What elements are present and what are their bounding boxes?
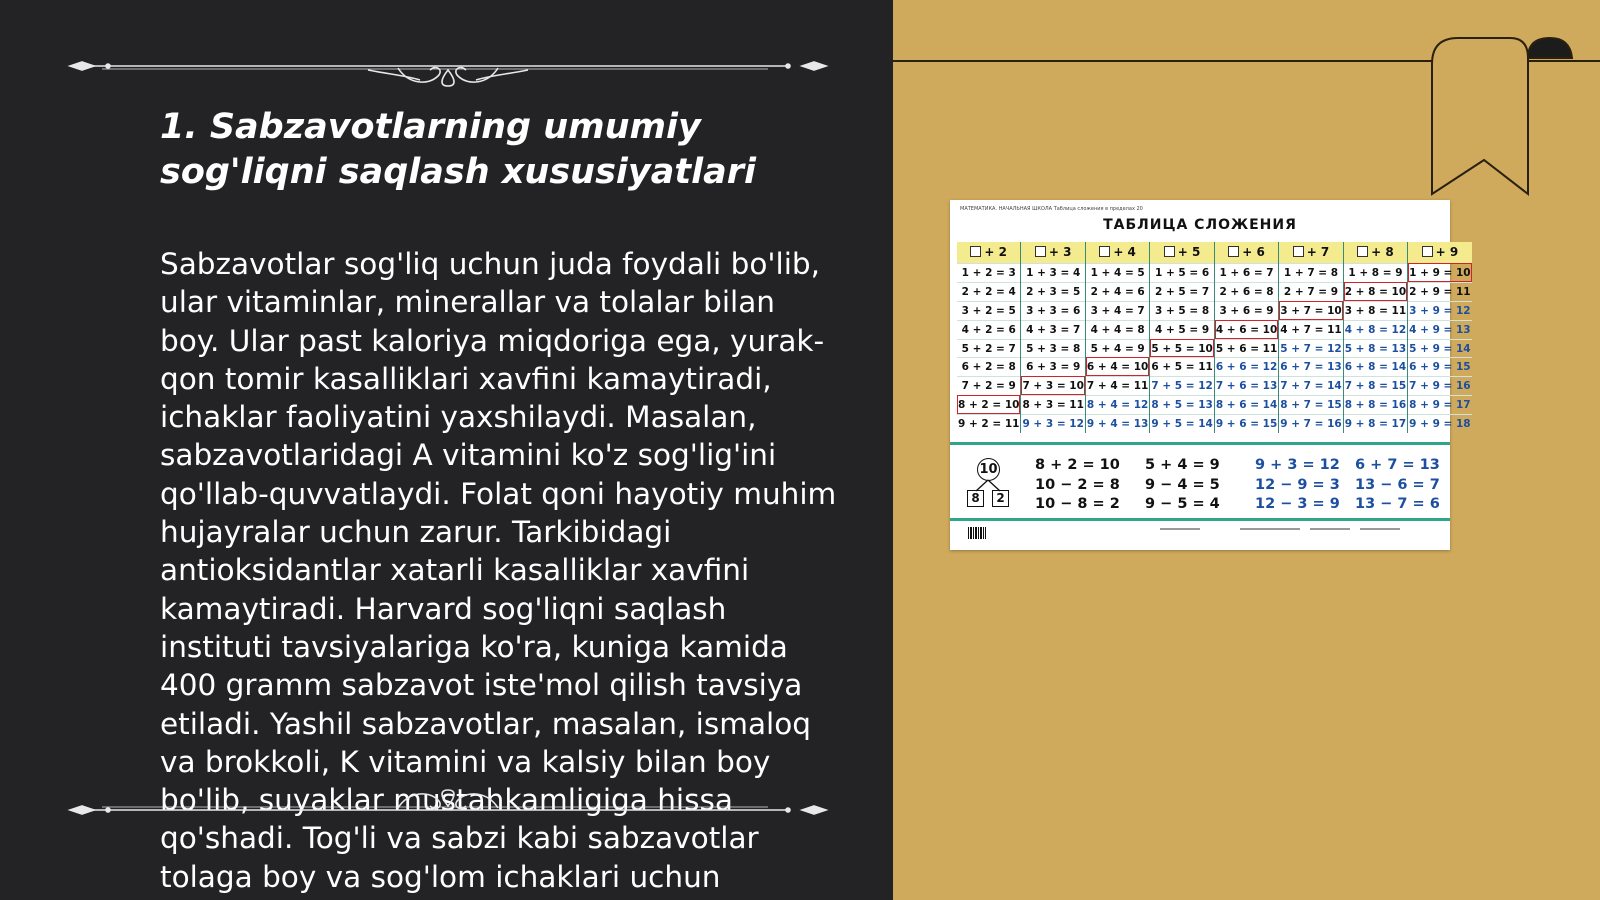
table-cell: 3 + 4 = 7: [1086, 301, 1149, 320]
fine-print: [1360, 528, 1400, 530]
ornament-divider-icon: [68, 46, 828, 86]
table-cell: 6 + 6 = 12: [1215, 357, 1278, 376]
table-cell: 5 + 4 = 9: [1086, 339, 1149, 358]
table-cell: 7 + 8 = 15: [1344, 376, 1407, 395]
table-cell: 1 + 7 = 8: [1279, 263, 1342, 282]
table-cell: 3 + 5 = 8: [1150, 301, 1213, 320]
table-cell: 6 + 5 = 11: [1150, 357, 1213, 376]
table-column: [957, 242, 1020, 433]
table-cell: 7 + 3 = 10: [1021, 376, 1084, 395]
addition-grid: [957, 242, 1471, 433]
example-equation: 12 − 3 = 9: [1255, 496, 1340, 512]
table-column: [1214, 242, 1278, 433]
table-column: [1407, 242, 1471, 433]
table-cell: 1 + 9 = 10: [1408, 263, 1471, 282]
table-cell: 8 + 3 = 11: [1021, 395, 1084, 414]
column-header: [1215, 242, 1278, 263]
table-cell: 8 + 4 = 12: [1086, 395, 1149, 414]
table-cell: 6 + 9 = 15: [1408, 357, 1471, 376]
decomposition-part: 2: [992, 490, 1009, 507]
decomposition-whole: 10: [977, 458, 1000, 481]
table-cell: 2 + 9 = 11: [1408, 282, 1471, 301]
example-equation: 6 + 7 = 13: [1355, 457, 1440, 473]
table-cell: 7 + 2 = 9: [957, 376, 1020, 395]
table-column: [1149, 242, 1213, 433]
table-cell: 1 + 3 = 4: [1021, 263, 1084, 282]
column-header: [957, 242, 1020, 263]
table-cell: 8 + 9 = 17: [1408, 395, 1471, 414]
table-cell: 9 + 8 = 17: [1344, 414, 1407, 433]
table-cell: 9 + 6 = 15: [1215, 414, 1278, 433]
example-equation: 5 + 4 = 9: [1145, 457, 1220, 473]
example-equation: 9 + 3 = 12: [1255, 457, 1340, 473]
table-cell: 4 + 8 = 12: [1344, 320, 1407, 339]
table-cell: 1 + 8 = 9: [1344, 263, 1407, 282]
table-cell: 4 + 6 = 10: [1215, 320, 1278, 339]
table-cell: 3 + 7 = 10: [1279, 301, 1342, 320]
table-cell: 6 + 2 = 8: [957, 357, 1020, 376]
table-cell: 9 + 7 = 16: [1279, 414, 1342, 433]
table-cell: 8 + 7 = 15: [1279, 395, 1342, 414]
blank-box-icon: [1099, 246, 1110, 257]
bookmark-icon: [1432, 34, 1572, 204]
table-cell: 6 + 4 = 10: [1086, 357, 1149, 376]
table-header-text: МАТЕМАТИКА. НАЧАЛЬНАЯ ШКОЛА Таблица сложения в пределах 20: [960, 206, 1143, 212]
table-cell: 9 + 2 = 11: [957, 414, 1020, 433]
column-header-label: + 5: [1177, 245, 1201, 259]
column-header-label: + 4: [1113, 245, 1136, 259]
table-cell: 5 + 3 = 8: [1021, 339, 1084, 358]
table-column: [1343, 242, 1407, 433]
column-header: [1086, 242, 1149, 263]
fine-print: [1160, 528, 1200, 530]
blank-box-icon: [1228, 246, 1239, 257]
ornament-divider-icon: [68, 790, 828, 830]
example-equation: 9 − 4 = 5: [1145, 476, 1220, 493]
example-equation: 10 − 2 = 8: [1035, 476, 1120, 493]
table-cell: 3 + 2 = 5: [957, 301, 1020, 320]
table-divider: [950, 442, 1450, 445]
blank-box-icon: [1357, 246, 1368, 257]
table-cell: 7 + 4 = 11: [1086, 376, 1149, 395]
table-cell: 3 + 3 = 6: [1021, 301, 1084, 320]
column-header: [1344, 242, 1407, 263]
table-cell: 2 + 7 = 9: [1279, 282, 1342, 301]
table-cell: 1 + 5 = 6: [1150, 263, 1213, 282]
example-equation: 9 − 5 = 4: [1145, 496, 1220, 512]
table-cell: 5 + 5 = 10: [1150, 339, 1213, 358]
table-cell: 6 + 8 = 14: [1344, 357, 1407, 376]
table-cell: 7 + 5 = 12: [1150, 376, 1213, 395]
table-cell: 5 + 2 = 7: [957, 339, 1020, 358]
table-cell: 4 + 4 = 8: [1086, 320, 1149, 339]
example-equation: 8 + 2 = 10: [1035, 457, 1120, 473]
table-cell: 4 + 2 = 6: [957, 320, 1020, 339]
table-cell: 7 + 7 = 14: [1279, 376, 1342, 395]
table-cell: 1 + 2 = 3: [957, 263, 1020, 282]
table-cell: 4 + 7 = 11: [1279, 320, 1342, 339]
table-cell: 4 + 3 = 7: [1021, 320, 1084, 339]
table-column: [1278, 242, 1342, 433]
table-cell: 9 + 9 = 18: [1408, 414, 1471, 433]
table-cell: 2 + 6 = 8: [1215, 282, 1278, 301]
column-header-label: + 9: [1435, 245, 1459, 259]
column-header-label: + 3: [1048, 245, 1072, 259]
column-header-label: + 8: [1371, 245, 1394, 259]
blank-box-icon: [1164, 246, 1175, 257]
fine-print: [1310, 528, 1350, 530]
table-cell: 8 + 5 = 13: [1150, 395, 1213, 414]
table-cell: 2 + 8 = 10: [1344, 282, 1407, 301]
table-title: ТАБЛИЦА СЛОЖЕНИЯ: [1103, 217, 1297, 233]
table-cell: 1 + 4 = 5: [1086, 263, 1149, 282]
table-cell: 5 + 9 = 14: [1408, 339, 1471, 358]
table-cell: 5 + 6 = 11: [1215, 339, 1278, 358]
table-cell: 8 + 2 = 10: [957, 395, 1020, 414]
column-header: [1408, 242, 1471, 263]
table-cell: 4 + 5 = 9: [1150, 320, 1213, 339]
examples-section: [950, 450, 1450, 518]
table-cell: 6 + 3 = 9: [1021, 357, 1084, 376]
column-header: [1021, 242, 1084, 263]
table-cell: 3 + 9 = 12: [1408, 301, 1471, 320]
table-cell: 8 + 8 = 16: [1344, 395, 1407, 414]
example-equation: 12 − 9 = 3: [1255, 476, 1340, 493]
column-header-label: + 6: [1242, 245, 1265, 259]
column-header: [1279, 242, 1342, 263]
barcode-icon: [968, 527, 986, 539]
fine-print: [1240, 528, 1300, 530]
column-header-label: + 2: [984, 245, 1008, 259]
slide-title: 1. Sabzavotlarning umumiy sog'liqni saqlash xususiyatlari: [160, 107, 756, 192]
table-column: [1020, 242, 1084, 433]
blank-box-icon: [970, 246, 981, 257]
table-cell: 4 + 9 = 13: [1408, 320, 1471, 339]
table-cell: 9 + 5 = 14: [1150, 414, 1213, 433]
blank-box-icon: [1293, 246, 1304, 257]
blank-box-icon: [1422, 246, 1433, 257]
table-cell: 2 + 3 = 5: [1021, 282, 1084, 301]
table-cell: 2 + 5 = 7: [1150, 282, 1213, 301]
table-cell: 5 + 8 = 13: [1344, 339, 1407, 358]
blank-box-icon: [1035, 246, 1046, 257]
table-column: [1085, 242, 1149, 433]
table-cell: 9 + 3 = 12: [1021, 414, 1084, 433]
table-cell: 7 + 9 = 16: [1408, 376, 1471, 395]
table-cell: 1 + 6 = 7: [1215, 263, 1278, 282]
table-cell: 2 + 4 = 6: [1086, 282, 1149, 301]
column-header-label: + 7: [1306, 245, 1330, 259]
table-cell: 5 + 7 = 12: [1279, 339, 1342, 358]
table-cell: 3 + 6 = 9: [1215, 301, 1278, 320]
table-cell: 2 + 2 = 4: [957, 282, 1020, 301]
table-cell: 9 + 4 = 13: [1086, 414, 1149, 433]
table-cell: 3 + 8 = 11: [1344, 301, 1407, 320]
decomposition-part: 8: [967, 490, 984, 507]
column-header: [1150, 242, 1213, 263]
slide-body-text: Sabzavotlar sog'liq uchun juda foydali bo'lib, ular vitaminlar, minerallar va tolalar bilan boy. Ular past kaloriya miqdoriga ega, yurak-qon tomir kasalliklari xavfini kamaytiradi, ichaklar faoliyatini yaxshilaydi. Masalan, sabzavotlaridagi A vitamini ko'z sog'lig'ini qo'llab-quvvatlaydi. Folat qoni hayotiy muhim hujayralar uchun zarur. Tarkibidagi antioksidantlar xatarli kasalliklar xavfini kamaytiradi. Harvard sog'liqni saqlash instituti tavsiyalariga ko'ra, kuniga kamida 400 gramm sabzavot iste'mol qilish tavsiya etiladi. Yashil sabzavotlar, masalan, ismaloq va brokkoli, K vitamini va kalsiy bilan boy bo'lib, suyaklar mustahkamligiga hissa qo'shadi. Tog'li va sabzi kabi sabzavotlar tolaga boy va sog'lom ichaklari uchun: [160, 247, 837, 894]
table-cell: 7 + 6 = 13: [1215, 376, 1278, 395]
table-footer-bar: [950, 518, 1450, 521]
addition-table-image: [950, 200, 1471, 550]
example-equation: 13 − 7 = 6: [1355, 496, 1440, 512]
table-cell: 6 + 7 = 13: [1279, 357, 1342, 376]
example-equation: 10 − 8 = 2: [1035, 496, 1120, 512]
table-cell: 8 + 6 = 14: [1215, 395, 1278, 414]
example-equation: 13 − 6 = 7: [1355, 476, 1440, 493]
